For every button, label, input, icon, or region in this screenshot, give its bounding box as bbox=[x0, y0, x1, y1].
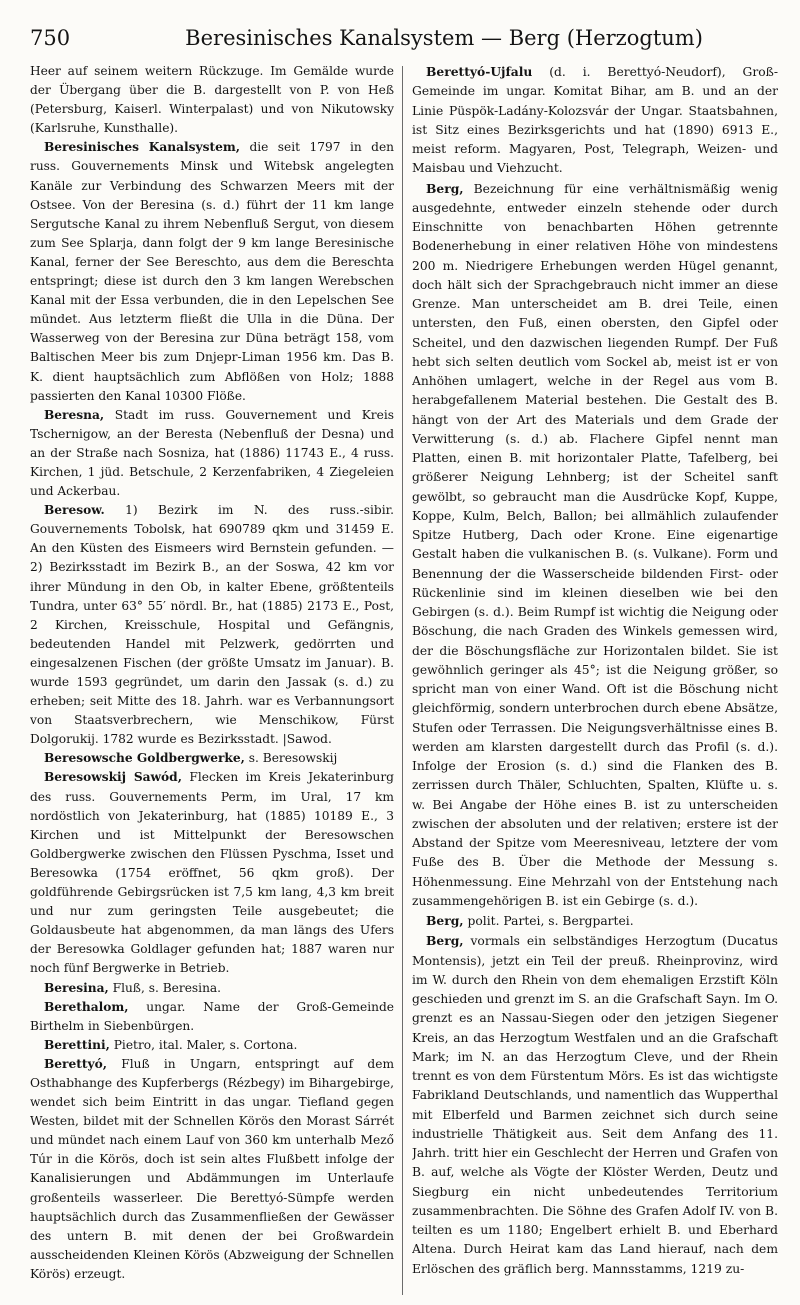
running-header bbox=[30, 26, 778, 58]
right-column bbox=[412, 62, 778, 1299]
dictionary-entry bbox=[30, 768, 394, 978]
entry-text: vormals ein selbständiges Herzogtum (Ducatus Montensis), jetzt ein Teil der preuß. Rheinprovinz, wird im W. durch den Rhein von dem ehemaligen Erzstift Köln geschieden und grenzt im S. an die Grafschaft Sayn. Im O. grenzt es an Nassau-Siegen oder den jetzigen Siegener Kreis, an das Herzogtum Westfalen und an die Grafschaft Mark; im N. an das Herzogtum Cleve, und der Rhein trennt es von dem Fürstentum Mörs. Es ist das wichtigste Fabrikland Deutschlands, und namentlich das Wupperthal mit Elberfeld und Barmen zeichnet sich durch seine industrielle Thätigkeit aus. Seit dem Anfang des 11. Jahrh. tritt hier ein Geschlecht der Herren und Grafen von B. auf, welche als Vögte der Klöster Werden, Deutz und Siegburg ein nicht unbedeutendes Territorium zusammenbrachten. Die Söhne des Grafen Adolf IV. von B. teilten es um 1180; Engelbert erhielt B. und Eberhard Altena. Durch Heirat kam das Land hierauf, nach dem Erlöschen des gräflich berg. Mannsstamms, 1219 zu- bbox=[412, 934, 778, 1276]
dictionary-entry bbox=[30, 406, 394, 501]
entry-headword: Berethalom, bbox=[44, 999, 129, 1014]
left-column bbox=[30, 62, 394, 1299]
dictionary-entry bbox=[412, 911, 778, 931]
entry-text: die seit 1797 in den russ. Gouvernements Minsk und Witebsk angelegten Kanäle zur Verbindung des Schwarzen Meers mit der Ostsee. Von der Beresina (s. d.) führt der 11 km lange Sergutsche Kanal zu ihrem Nebenfluß Sergut, von diesem zum See Splarja, dann folgt der 9 km lange Beresinische Kanal, ferner der See Bereschto, aus dem die Bereschta entspringt; diese ist durch den 3 km langen Werebschen Kanal mit der Essa verbunden, die in den Lepelschen See mündet. Aus letzterm fließt die Ulla in die Düna. Der Wasserweg von der Beresina zur Düna beträgt 158, vom Baltischen Meer bis zum Dnjepr-Liman 1956 km. Das B. K. dient hauptsächlich zum Abflößen von Holz; 1888 passierten den Kanal 10300 Flöße. bbox=[30, 140, 394, 403]
entry-text: Heer auf seinem weitern Rückzuge. Im Gemälde wurde der Übergang über die B. dargestellt von P. von Heß (Petersburg, Kaiserl. Winterpalast) und von Nikutowsky (Karlsruhe, Kunsthalle). bbox=[30, 64, 394, 136]
entry-headword: Beresina, bbox=[44, 980, 109, 995]
entry-headword: Berettyó-Ujfalu bbox=[426, 64, 533, 79]
dictionary-entry bbox=[30, 1055, 394, 1284]
dictionary-entry bbox=[30, 62, 394, 138]
entry-text: s. Beresowskij bbox=[244, 751, 338, 766]
dictionary-entry bbox=[30, 749, 394, 768]
dictionary-entry bbox=[412, 179, 778, 912]
dictionary-entry bbox=[412, 931, 778, 1279]
entry-text: ungar. Name der Groß-Gemeinde Birthelm in Siebenbürgen. bbox=[30, 999, 394, 1033]
entry-headword: Berg, bbox=[426, 933, 464, 949]
dictionary-entry bbox=[30, 501, 394, 749]
entry-headword: Berg, bbox=[426, 180, 464, 196]
dictionary-entry bbox=[30, 998, 394, 1036]
entry-text: Stadt im russ. Gouvernement und Kreis Tschernigow, an der Beresta (Nebenfluß der Desna) und an der Straße nach Sosniza, hat (1886) 11743 E., 4 russ. Kirchen, 1 jüd. Betschule, 2 Kerzenfabriken, 4 Ziegeleien und Ackerbau. bbox=[30, 407, 394, 499]
entry-headword: Beresowsche Goldbergwerke, bbox=[44, 751, 245, 766]
column-divider bbox=[402, 66, 403, 1295]
entry-headword: Berg, bbox=[426, 913, 464, 928]
dictionary-entry bbox=[30, 1036, 394, 1055]
entry-headword: Berettini, bbox=[44, 1037, 110, 1052]
entry-text: polit. Partei, s. Bergpartei. bbox=[463, 914, 634, 928]
page-number: 750 bbox=[30, 26, 71, 50]
dictionary-entry bbox=[30, 138, 394, 405]
entry-headword: Beresowskij Sawód, bbox=[44, 770, 182, 785]
entry-text: Fluß, s. Beresina. bbox=[108, 980, 222, 995]
entry-text: 1) Bezirk im N. des russ.-sibir. Gouvernements Tobolsk, hat 690789 qkm und 31459 E. An den Küsten des Eismeers wird Bernstein gefunden. — 2) Bezirksstadt im Bezirk B., an der Soswa, 42 km vor ihrer Mündung in den Ob, in kalter Ebene, größtenteils Tundra, unter 63° 55′ nördl. Br., hat (1885) 2173 E., Post, 2 Kirchen, Kreisschule, Hospital und Gefängnis, bedeutenden Handel mit Pelzwerk, gedörrten und eingesalzenen Fischen (der größte Umsatz im Januar). B. wurde 1593 gegründet, um darin den Jassak (s. d.) zu erheben; seit Mitte des 18. Jahrh. war es Verbannungsort von Staatsverbrechern, wie Menschikow, Fürst Dolgorukij. 1782 wurde es Bezirksstadt. |Sawod. bbox=[30, 503, 394, 747]
entry-headword: Beresna, bbox=[44, 407, 105, 422]
entry-headword: Beresinisches Kanalsystem, bbox=[44, 140, 240, 155]
entry-headword: Beresow. bbox=[44, 503, 105, 518]
entry-text: Fluß in Ungarn, entspringt auf dem Osthabhange des Kupferbergs (Rézbegy) im Bihargebirge, wendet sich beim Eintritt in das ungar. Tiefland gegen Westen, bildet mit der Schnellen Körös den Morast Sárrét und mündet nach einem Lauf von 360 km unterhalb Mező Túr in die Körös, doch ist sein altes Flußbett infolge der Kanalisierungen und Abdämmungen im Unterlaufe großenteils wasserleer. Die Berettyó-Sümpfe werden hauptsächlich durch das Zusammenfließen der Gewässer des untern B. mit denen der bei Großwardein ausscheidenden Kleinen Körös (Abzweigung der Schnellen Körös) erzeugt. bbox=[30, 1056, 394, 1281]
dictionary-entry bbox=[412, 62, 778, 179]
entry-text: Bezeichnung für eine verhältnismäßig wenig ausgedehnte, entweder einzeln stehende oder durch Einschnitte von benachbarten Höhen getrennte Bodenerhebung in einer relativen Höhe von mindestens 200 m. Niedrigere Erhebungen werden Hügel genannt, doch hält sich der Sprachgebrauch nicht immer an diese Grenze. Man unterscheidet am B. drei Teile, einen untersten, den Fuß, einen obersten, den Gipfel oder Scheitel, und den dazwischen liegenden Rumpf. Der Fuß hebt sich selten deutlich vom Sockel ab, meist ist er von Anhöhen umlagert, welche in der Regel aus vom B. herabgefallenem Material bestehen. Die Gestalt des B. hängt von der Art des Materials und dem Grade der Verwitterung (s. d.) ab. Flachere Gipfel nennt man Platten, einen B. mit horizontaler Platte, Tafelberg, bei größerer Neigung Lehnberg; ist der Scheitel sanft gewölbt, so gebraucht man die Ausdrücke Kopf, Kuppe, Koppe, Kulm, Belch, Ballon; bei allmählich zulaufender Spitze Hutberg, Dach oder Krone. Eine eigenartige Gestalt haben die vulkanischen B. (s. Vulkane). Form und Benennung der die Wasserscheide bildenden First- oder Rückenlinie sind im kleinen dieselben wie bei den Gebirgen (s. d.). Beim Rumpf ist wichtig die Neigung oder Böschung, die nach Graden des Winkels gemessen wird, der die Böschungsfläche zur Horizontalen bildet. Sie ist gewöhnlich geringer als 45°; ist die Neigung größer, so spricht man von einer Wand. Oft ist die Böschung nicht gleichförmig, sondern unterbrochen durch ebene Absätze, Stufen oder Terrassen. Die Neigungsverhältnisse eines B. werden am klarsten dargestellt durch das Profil (s. d.). Infolge der Erosion (s. d.) sind die Flanken des B. zerrissen durch Thäler, Schluchten, Spalten, Klüfte u. s. w. Bei Angabe der Höhe eines B. ist zu unterscheiden zwischen der absoluten und der relativen; erstere ist der Abstand der Spitze vom Meeresniveau, letztere der vom Fuße des B. Über die Methode der Messung s. Höhenmessung. Eine Mehrzahl von der Entstehung nach zusammengehörigen B. ist ein Gebirge (s. d.). bbox=[412, 181, 778, 908]
entry-text: Flecken im Kreis Jekaterinburg des russ. Gouvernements Perm, im Ural, 17 km nordöstlich von Jekaterinburg, hat (1885) 10189 E., 3 Kirchen und ist Mittelpunkt der Beresowschen Goldbergwerke zwischen den Flüssen Pyschma, Isset und Beresowka (1754 eröffnet, 56 qkm groß). Der goldführende Gebirgsrücken ist 7,5 km lang, 4,3 km breit und nur zum geringsten Teile ausgebeutet; die Goldausbeute hat abgenommen, da man längs des Ufers der Beresowka Goldlager gefunden hat; 1887 waren nur noch fünf Bergwerke in Betrieb. bbox=[30, 770, 394, 976]
running-title: Beresinisches Kanalsystem — Berg (Herzogtum) bbox=[185, 26, 703, 50]
dictionary-entry bbox=[30, 979, 394, 998]
entry-text: Pietro, ital. Maler, s. Cortona. bbox=[109, 1037, 298, 1052]
entry-text: (d. i. Berettyó-Neudorf), Groß-Gemeinde im ungar. Komitat Bihar, am B. und an der Linie Püspök-Ladány-Kolozsvár der Ungar. Staatsbahnen, ist Sitz eines Bezirksgerichts und hat (1890) 6913 E., meist reform. Magyaren, Post, Telegraph, Weizen- und Maisbau und Viehzucht. bbox=[412, 65, 778, 176]
entry-headword: Berettyó, bbox=[44, 1056, 107, 1071]
